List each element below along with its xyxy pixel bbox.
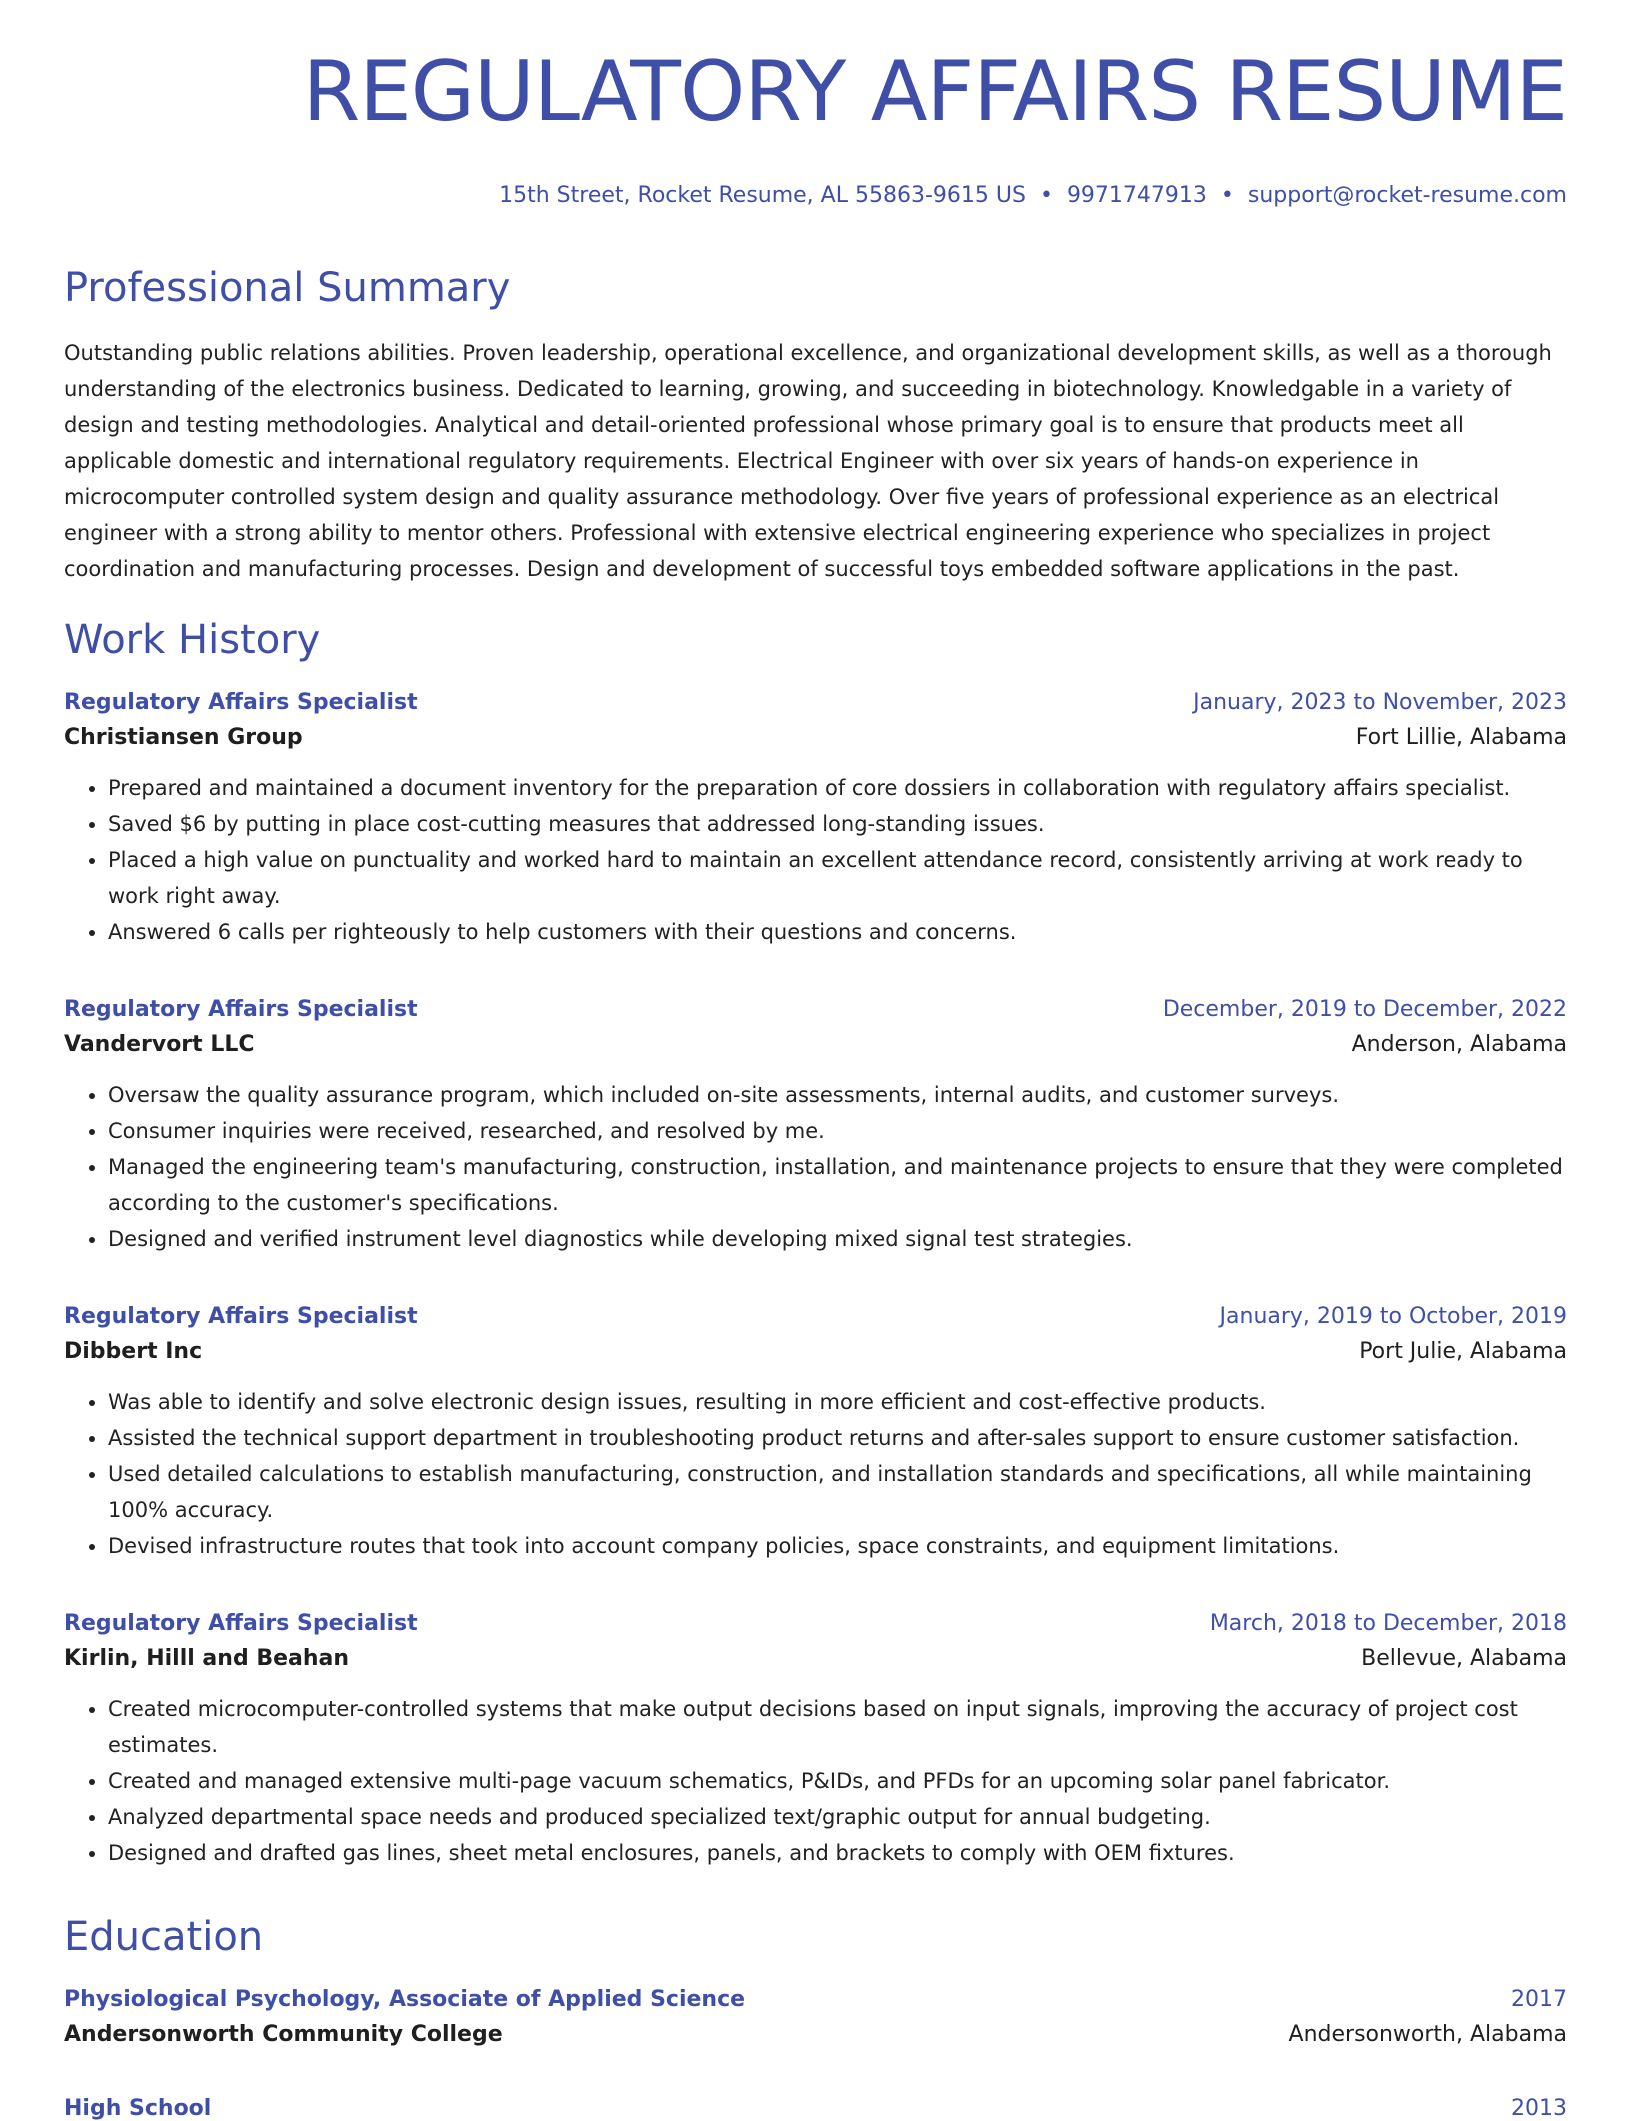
- job-company: Dibbert Inc: [64, 1339, 203, 1364]
- job-company: Christiansen Group: [64, 725, 303, 750]
- job-bullet: • Was able to identify and solve electronic design issues, resulting in more efficient and cost-effective products.: [108, 1384, 1567, 1420]
- job-location: Port Julie, Alabama: [1359, 1339, 1567, 1364]
- education-school-row: [64, 2012, 1567, 2047]
- job-org-row: [64, 1636, 1567, 1671]
- job-entry: [64, 1304, 1567, 1564]
- job-dates: March, 2018 to December, 2018: [1209, 1611, 1567, 1636]
- job-bullet: • Managed the engineering team's manufacturing, construction, installation, and maintenance projects to ensure that they were completed according to the customer's specifications.: [108, 1149, 1567, 1221]
- job-entry: [64, 997, 1567, 1257]
- address-text: 15th Street, Rocket Resume, AL 55863-9615 US: [499, 183, 1026, 208]
- education-year: 2017: [1511, 1987, 1567, 2012]
- job-entry: [64, 690, 1567, 950]
- job-header-row: [64, 690, 1567, 715]
- job-role: Regulatory Affairs Specialist: [64, 1611, 418, 1636]
- job-bullet: • Created and managed extensive multi-page vacuum schematics, P&IDs, and PFDs for an upcoming solar panel fabricator.: [108, 1763, 1567, 1799]
- email-text: support@rocket-resume.com: [1247, 183, 1567, 208]
- job-entry: [64, 1611, 1567, 1871]
- job-bullet: • Answered 6 calls per righteously to help customers with their questions and concerns.: [108, 914, 1567, 950]
- contact-line: [499, 183, 1567, 208]
- education-year: 2013: [1511, 2096, 1567, 2121]
- education-header-row: [64, 2096, 1567, 2121]
- job-role: Regulatory Affairs Specialist: [64, 997, 418, 1022]
- job-bullet: • Assisted the technical support department in troubleshooting product returns and after-sales support to ensure customer satisfaction.: [108, 1420, 1567, 1456]
- education-location: Andersonworth, Alabama: [1288, 2022, 1567, 2047]
- job-org-row: [64, 1022, 1567, 1057]
- job-bullet: • Devised infrastructure routes that took into account company policies, space constraints, and equipment limitations.: [108, 1528, 1567, 1564]
- summary-text: Outstanding public relations abilities. Proven leadership, operational excellence, and organizational development skills, as well as a thorough understanding of the electronics business. Dedicated to learning, growing, and succeeding in biotechnology. Knowledgable in a variety of design and testing methodologies. Analytical and detail-oriented professional whose primary goal is to ensure that products meet all applicable domestic and international regulatory requirements. Electrical Engineer with over six years of hands-on experience in microcomputer controlled system design and quality assurance methodology. Over five years of professional experience as an electrical engineer with a strong ability to mentor others. Professional with extensive electrical engineering experience who specializes in project coordination and manufacturing processes. Design and development of successful toys embedded software applications in the past.: [64, 341, 1552, 581]
- job-dates: January, 2023 to November, 2023: [1193, 690, 1567, 715]
- job-bullet: • Designed and drafted gas lines, sheet metal enclosures, panels, and brackets to comply with OEM fixtures.: [108, 1835, 1567, 1871]
- job-bullets: [64, 770, 1567, 950]
- job-bullets: [64, 1077, 1567, 1257]
- job-bullet: • Prepared and maintained a document inventory for the preparation of core dossiers in collaboration with regulatory affairs specialist.: [108, 770, 1567, 806]
- job-bullet: • Oversaw the quality assurance program, which included on-site assessments, internal audits, and customer surveys.: [108, 1077, 1567, 1113]
- job-bullet: • Designed and verified instrument level diagnostics while developing mixed signal test strategies.: [108, 1221, 1567, 1257]
- job-location: Fort Lillie, Alabama: [1355, 725, 1567, 750]
- job-company: Kirlin, Hilll and Beahan: [64, 1646, 350, 1671]
- separator: •: [1220, 183, 1234, 208]
- job-company: Vandervort LLC: [64, 1032, 255, 1057]
- job-bullet: • Used detailed calculations to establish manufacturing, construction, and installation standards and specifications, all while maintaining 100% accuracy.: [108, 1456, 1567, 1528]
- job-header-row: [64, 1304, 1567, 1329]
- job-bullets: [64, 1384, 1567, 1564]
- job-bullet: • Placed a high value on punctuality and worked hard to maintain an excellent attendance record, consistently arriving at work ready to work right away.: [108, 842, 1567, 914]
- work-history-heading: Work History: [64, 617, 321, 663]
- education-school: Andersonworth Community College: [64, 2022, 503, 2047]
- job-bullet: • Saved $6 by putting in place cost-cutting measures that addressed long-standing issues.: [108, 806, 1567, 842]
- job-location: Anderson, Alabama: [1351, 1032, 1567, 1057]
- phone-text: 9971747913: [1066, 183, 1207, 208]
- job-dates: December, 2019 to December, 2022: [1162, 997, 1567, 1022]
- job-org-row: [64, 1329, 1567, 1364]
- job-header-row: [64, 997, 1567, 1022]
- education-header-row: [64, 1987, 1567, 2012]
- summary-heading: Professional Summary: [64, 265, 511, 311]
- job-header-row: [64, 1611, 1567, 1636]
- job-role: Regulatory Affairs Specialist: [64, 1304, 418, 1329]
- education-heading: Education: [64, 1914, 264, 1960]
- job-bullet: • Consumer inquiries were received, researched, and resolved by me.: [108, 1113, 1567, 1149]
- education-entry: [64, 1987, 1567, 2047]
- job-bullet: • Analyzed departmental space needs and produced specialized text/graphic output for annual budgeting.: [108, 1799, 1567, 1835]
- education-entry: [64, 2096, 1567, 2121]
- separator: •: [1039, 183, 1053, 208]
- job-role: Regulatory Affairs Specialist: [64, 690, 418, 715]
- education-degree: Physiological Psychology, Associate of Applied Science: [64, 1987, 746, 2012]
- resume-title: REGULATORY AFFAIRS RESUME: [302, 43, 1567, 140]
- job-org-row: [64, 715, 1567, 750]
- job-location: Bellevue, Alabama: [1361, 1646, 1567, 1671]
- job-dates: January, 2019 to October, 2019: [1219, 1304, 1567, 1329]
- education-degree: High School: [64, 2096, 212, 2121]
- job-bullets: [64, 1691, 1567, 1871]
- job-bullet: • Created microcomputer-controlled systems that make output decisions based on input signals, improving the accuracy of project cost estimates.: [108, 1691, 1567, 1763]
